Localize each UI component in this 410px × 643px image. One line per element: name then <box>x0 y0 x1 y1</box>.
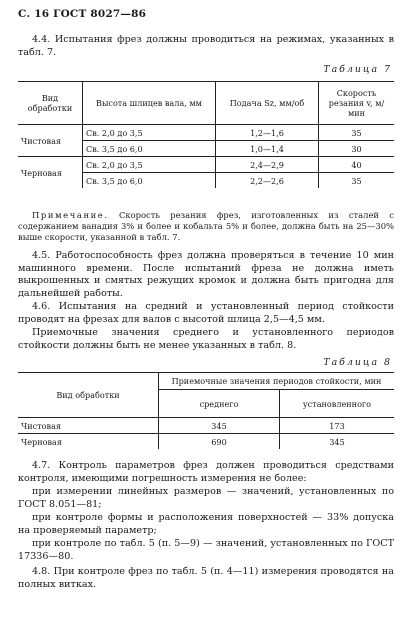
table-7-cell-speed: 30 <box>319 141 395 157</box>
table-7-cell-height: Св. 2,0 до 3,5 <box>83 125 216 141</box>
table-7-cell-speed: 35 <box>319 125 395 141</box>
table-7-header-feed: Подача Sz, мм/об <box>216 82 319 125</box>
table-8-cell-avg: 690 <box>159 434 280 450</box>
table-7-cell-speed: 40 <box>319 157 395 173</box>
table-row <box>18 434 394 450</box>
table-row <box>18 125 394 141</box>
table-7-note <box>18 210 394 243</box>
table-7-cell-type: Чистовая <box>21 135 62 146</box>
table-7-cell-type: Черновая <box>21 167 62 178</box>
table-7 <box>18 81 394 188</box>
table-7-cell-feed: 1,2—1,6 <box>216 125 319 141</box>
table-8-cell-avg: 345 <box>159 418 280 434</box>
table-7-cell-height: Св. 3,5 до 6,0 <box>83 173 216 189</box>
note-heading: Примечание. <box>32 210 109 220</box>
table-8-cell-set: 173 <box>280 418 395 434</box>
table-8-header-set: установленного <box>280 390 395 418</box>
table-7-header-speed: Скорость резания v, м/мин <box>319 82 395 125</box>
table-8 <box>18 372 394 449</box>
table-row <box>18 157 394 173</box>
table-row <box>18 418 394 434</box>
paragraph-4-7-linear: при измерении линейных размеров — значений, установленных по ГОСТ 8.051—81; <box>18 486 394 510</box>
paragraph-4-7-table5: при контроле по табл. 5 (п. 5—9) — значений, установленных по ГОСТ 17336—80. <box>18 538 394 562</box>
paragraph-4-8: 4.8. При контроле фрез по табл. 5 (п. 4—11) измерения проводятся на полных витках. <box>18 566 394 590</box>
paragraph-4-4: 4.4. Испытания фрез должны проводиться на режимах, указанных в табл. 7. <box>18 34 394 58</box>
table-7-header-height: Высота шлицев вала, мм <box>83 82 216 125</box>
paragraph-4-7-shape: при контроле формы и расположения поверхностей — 33% допуска на проверяемый параметр; <box>18 512 394 536</box>
table-7-cell-feed: 2,4—2,9 <box>216 157 319 173</box>
table-8-header-type: Вид обработки <box>18 373 159 418</box>
table-8-cell-type: Чистовая <box>21 420 62 431</box>
table-7-cell-height: Св. 3,5 до 6,0 <box>83 141 216 157</box>
table-8-cell-set: 345 <box>280 434 395 450</box>
page-header: С. 16 ГОСТ 8027—86 <box>18 8 147 20</box>
table-7-cell-feed: 1,0—1,4 <box>216 141 319 157</box>
note-text: Скорость резания фрез, изготовленных из сталей с содержанием ванадия 3% и более и кобальта 5% и более, должна быть на 25—30% выше скорости, указанной в табл. 7. <box>18 210 394 242</box>
paragraph-4-5: 4.5. Работоспособность фрез должна проверяться в течение 10 мин машинного времени. После испытаний фреза не должна иметь выкрошенных и смятых режущих кромок и должна быть пригодна для дальнейшей работы. <box>18 250 394 299</box>
table-7-cell-speed: 35 <box>319 173 395 189</box>
paragraph-4-7: 4.7. Контроль параметров фрез должен проводиться средствами контроля, имеющими погрешность измерения не более: <box>18 460 394 484</box>
table-7-cell-height: Св. 2,0 до 3,5 <box>83 157 216 173</box>
table-8-caption: Таблица 8 <box>323 357 392 368</box>
paragraph-4-6: 4.6. Испытания на средний и установленный период стойкости проводят на фрезах для валов с высотой шлица 2,5—4,5 мм. <box>18 301 394 325</box>
paragraph-4-6-values: Приемочные значения среднего и установленного периодов стойкости должны быть не менее указанных в табл. 8. <box>18 327 394 351</box>
table-8-cell-type: Черновая <box>21 436 62 447</box>
table-8-header-avg: среднего <box>159 390 280 418</box>
table-7-cell-feed: 2,2—2,6 <box>216 173 319 189</box>
table-8-header-group: Приемочные значения периодов стойкости, мин <box>159 373 395 390</box>
table-7-header-type: Вид обработки <box>27 93 73 113</box>
table-7-caption: Таблица 7 <box>323 64 392 75</box>
